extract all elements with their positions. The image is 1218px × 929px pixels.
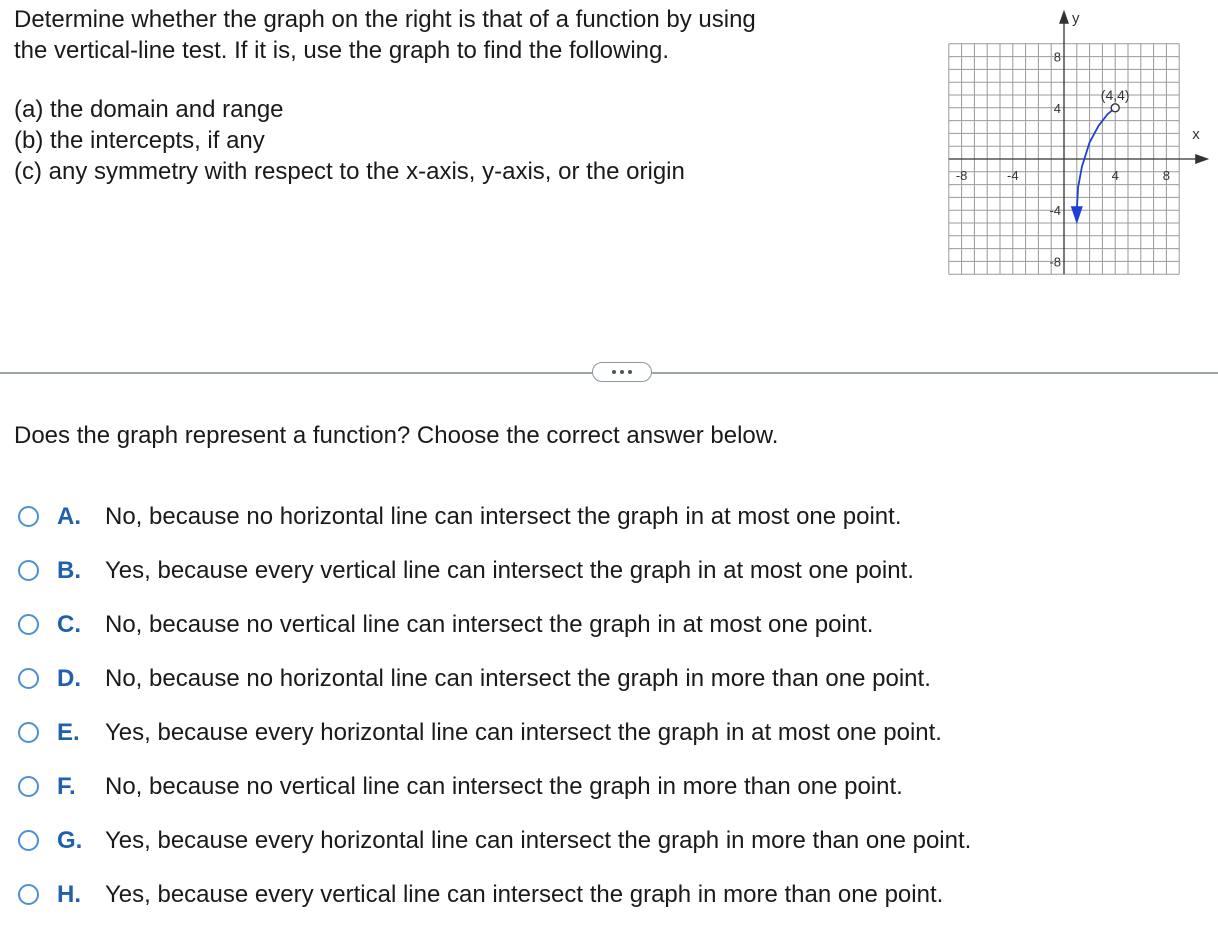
choice-option[interactable] bbox=[18, 713, 1208, 767]
choice-text: Yes, because every vertical line can intersect the graph in more than one point. bbox=[105, 881, 944, 908]
instruction-line-1: Determine whether the graph on the right is that of a function by using bbox=[14, 6, 756, 33]
radio-button[interactable] bbox=[18, 830, 39, 851]
open-endpoint bbox=[1111, 104, 1119, 112]
choice-text: Yes, because every vertical line can intersect the graph in at most one point. bbox=[105, 557, 914, 584]
radio-button[interactable] bbox=[18, 614, 39, 635]
choice-option[interactable] bbox=[18, 875, 1208, 929]
y-tick-label: -8 bbox=[1049, 254, 1061, 270]
y-axis-label: y bbox=[1072, 9, 1080, 27]
y-axis-arrow-icon bbox=[1059, 10, 1069, 24]
y-tick-label: -4 bbox=[1049, 203, 1061, 219]
radio-button[interactable] bbox=[18, 560, 39, 581]
choice-text: No, because no vertical line can intersect the graph in more than one point. bbox=[105, 773, 903, 800]
radio-button[interactable] bbox=[18, 722, 39, 743]
choice-letter: B. bbox=[57, 557, 81, 584]
choice-text: No, because no vertical line can intersect the graph in at most one point. bbox=[105, 611, 874, 638]
question-text bbox=[14, 4, 894, 187]
radio-button[interactable] bbox=[18, 506, 39, 527]
choice-text: No, because no horizontal line can intersect the graph in more than one point. bbox=[105, 665, 931, 692]
x-tick-label: 8 bbox=[1162, 168, 1171, 183]
radio-button[interactable] bbox=[18, 884, 39, 905]
part-b: (b) the intercepts, if any bbox=[14, 127, 265, 154]
x-tick-label: -4 bbox=[1007, 168, 1019, 183]
choice-text: No, because no horizontal line can intersect the graph in at most one point. bbox=[105, 503, 902, 530]
answer-choices bbox=[18, 497, 1208, 929]
y-tick-label: 8 bbox=[1053, 49, 1061, 65]
part-c: (c) any symmetry with respect to the x-axis, y-axis, or the origin bbox=[14, 158, 685, 185]
ellipsis-icon[interactable] bbox=[592, 362, 652, 382]
radio-button[interactable] bbox=[18, 668, 39, 689]
choice-option[interactable] bbox=[18, 821, 1208, 875]
choice-letter: H. bbox=[57, 881, 81, 908]
radio-button[interactable] bbox=[18, 776, 39, 797]
choice-text: Yes, because every horizontal line can intersect the graph in more than one point. bbox=[105, 827, 972, 854]
x-tick-label: 4 bbox=[1111, 168, 1119, 183]
choice-option[interactable] bbox=[18, 659, 1208, 713]
choice-letter: D. bbox=[57, 665, 81, 692]
choice-option[interactable] bbox=[18, 497, 1208, 551]
choice-letter: A. bbox=[57, 503, 81, 530]
choice-option[interactable] bbox=[18, 551, 1208, 605]
choice-letter: E. bbox=[57, 719, 80, 746]
instruction-line-2: the vertical-line test. If it is, use the graph to find the following. bbox=[14, 37, 670, 64]
function-graph[interactable] bbox=[920, 0, 1218, 290]
choice-option[interactable] bbox=[18, 605, 1208, 659]
curve-arrow-icon bbox=[1071, 206, 1083, 224]
x-axis-label: x bbox=[1192, 126, 1200, 143]
choice-letter: G. bbox=[57, 827, 83, 854]
choice-text: Yes, because every horizontal line can intersect the graph in at most one point. bbox=[105, 719, 942, 746]
point-annotation: (4,4) bbox=[1100, 86, 1130, 103]
x-axis-arrow-icon bbox=[1195, 154, 1209, 164]
part-a: (a) the domain and range bbox=[14, 96, 284, 123]
y-tick-label: 4 bbox=[1053, 100, 1061, 116]
question-prompt: Does the graph represent a function? Choose the correct answer below. bbox=[14, 422, 779, 449]
choice-letter: C. bbox=[57, 611, 81, 638]
choice-letter: F. bbox=[57, 773, 76, 800]
x-tick-label: -8 bbox=[955, 168, 968, 183]
choice-option[interactable] bbox=[18, 767, 1208, 821]
